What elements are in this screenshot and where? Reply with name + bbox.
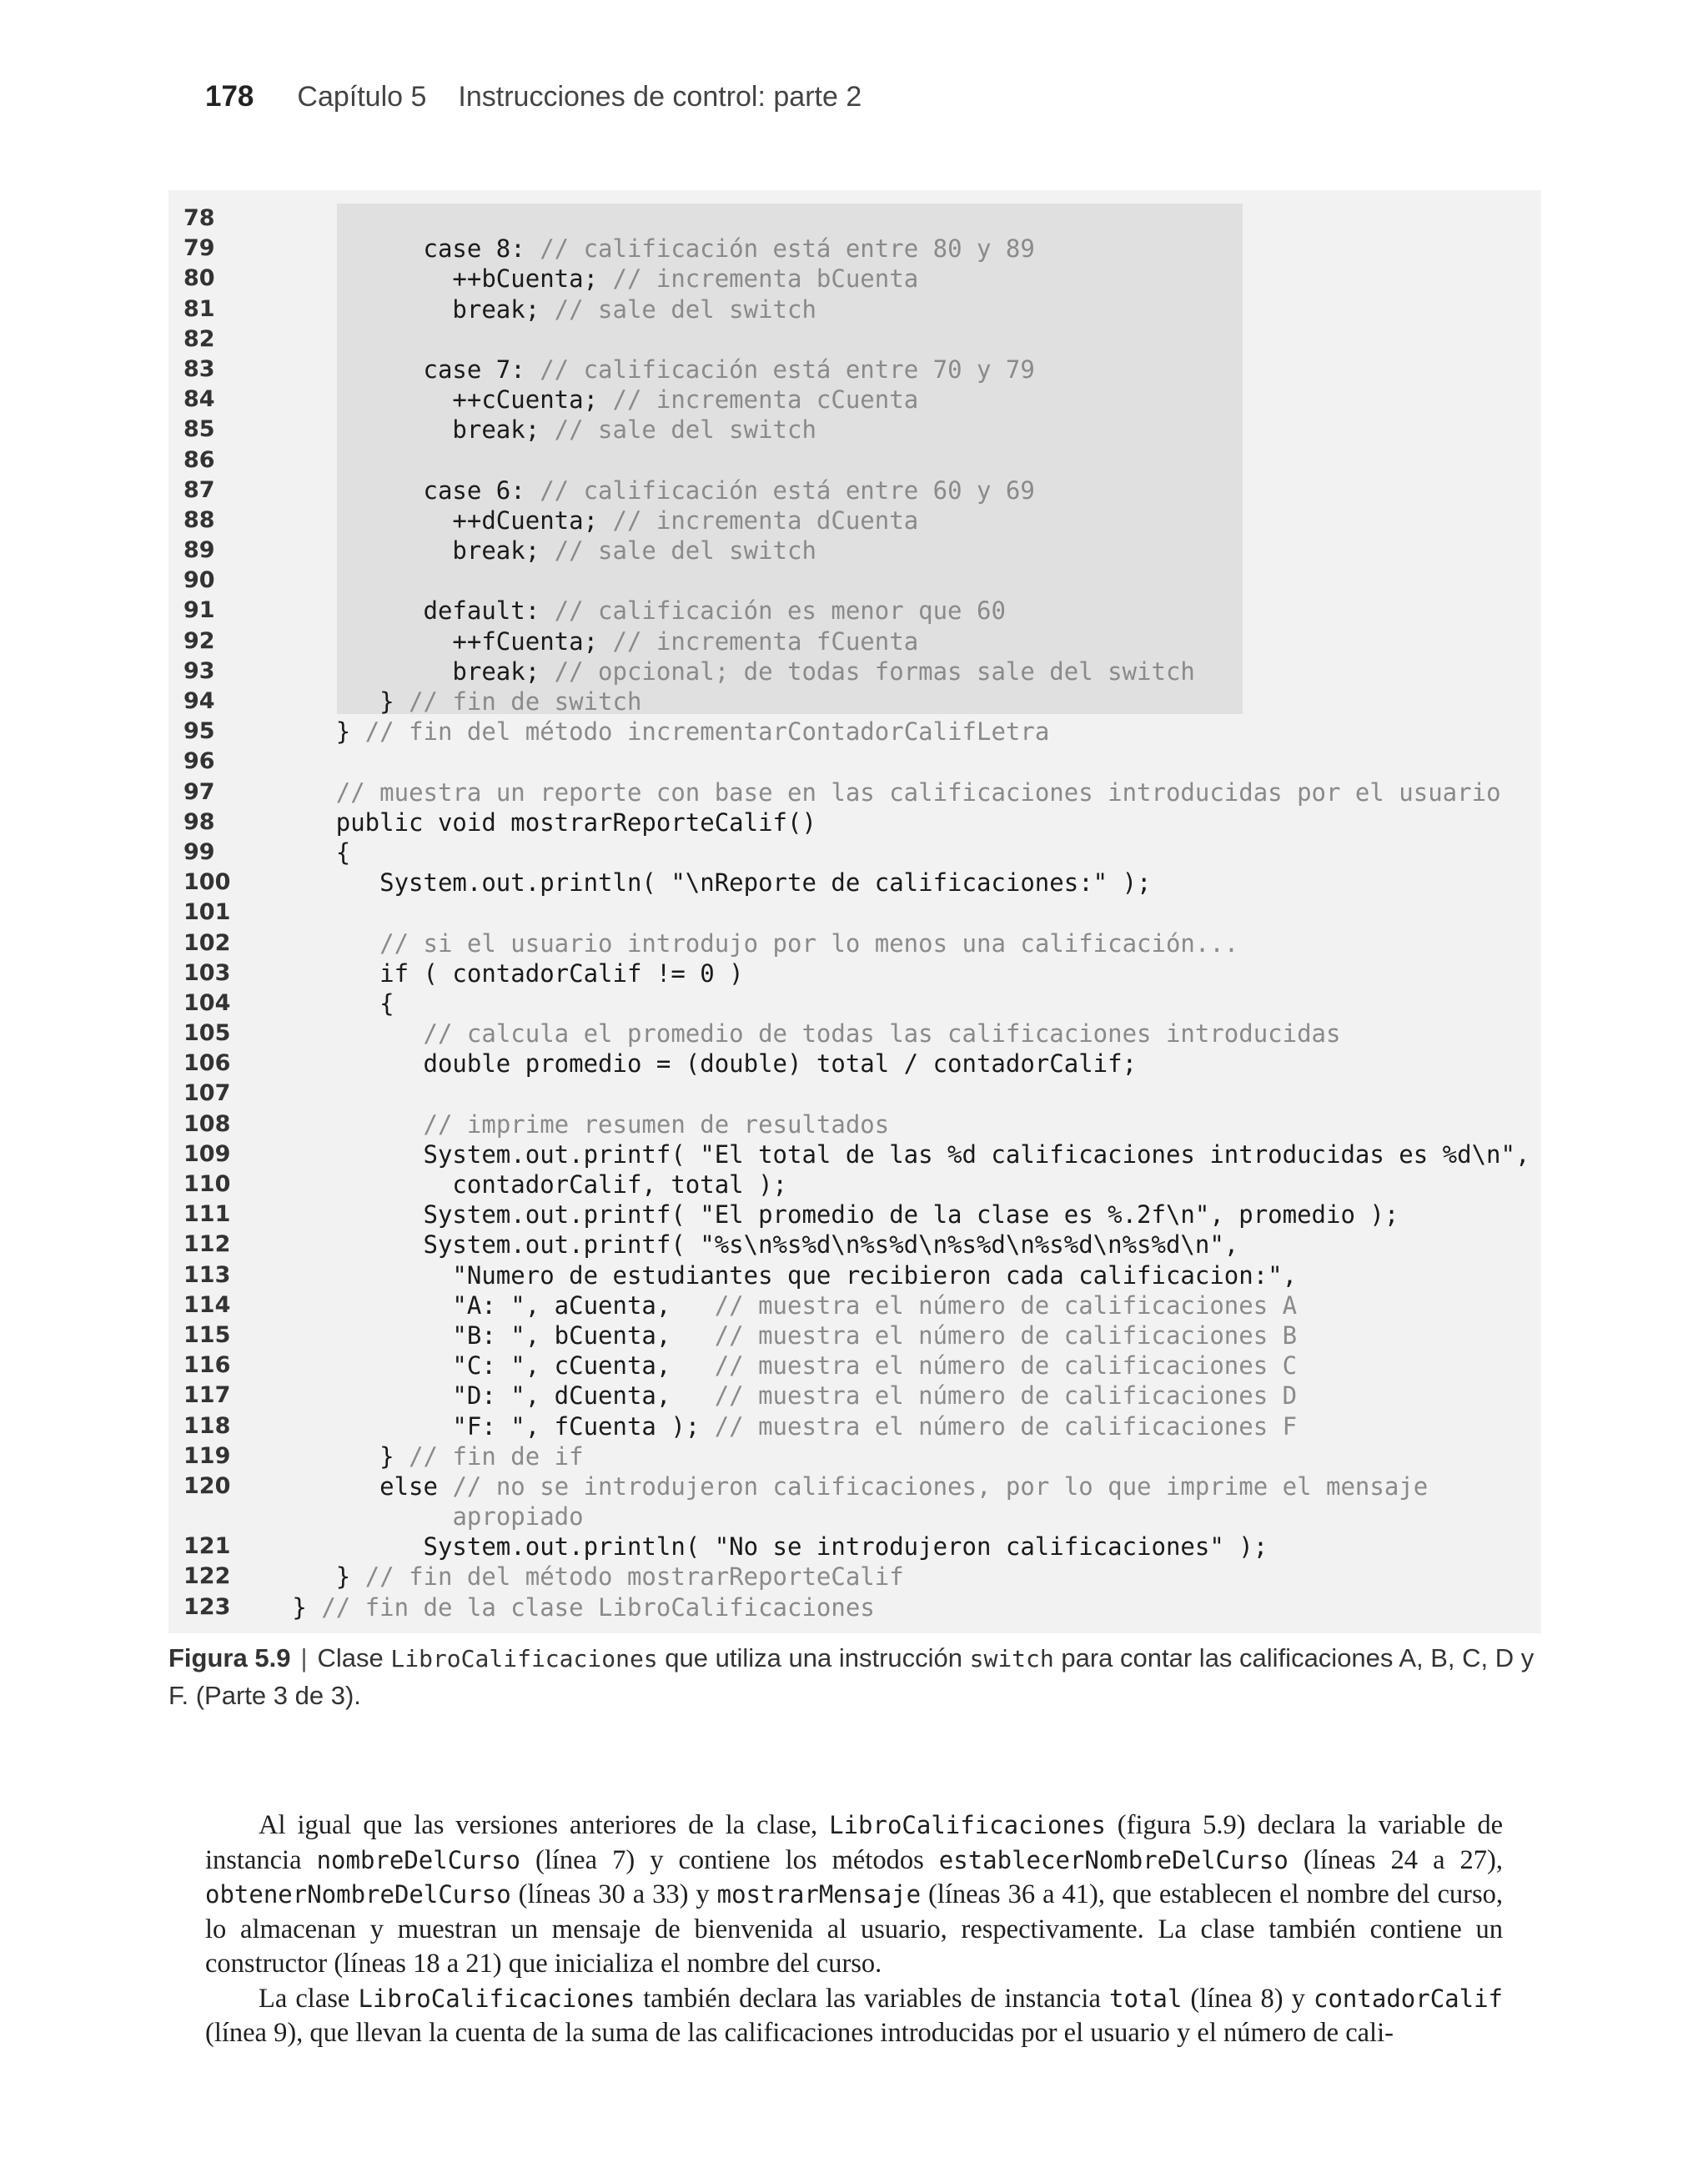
code-text — [249, 1230, 1238, 1260]
code-text — [249, 988, 394, 1019]
code-comment: // muestra el número de calificaciones B — [714, 1320, 1298, 1350]
line-number: 111 — [183, 1201, 231, 1228]
code-ref: LibroCalificaciones — [358, 1984, 635, 2013]
line-number: 103 — [183, 959, 231, 986]
code-statement: case 8: — [249, 234, 540, 264]
code-statement: break; — [249, 415, 555, 445]
code-text — [249, 1562, 904, 1592]
code-text — [249, 626, 918, 656]
code-comment: // fin de switch — [409, 687, 642, 716]
line-number: 102 — [183, 929, 231, 956]
code-text — [249, 837, 350, 868]
code-text — [249, 868, 1152, 898]
code-text — [249, 687, 641, 717]
code-line — [168, 898, 1541, 928]
code-statement: ++fCuenta; — [249, 626, 613, 656]
code-statement: ++bCuenta; — [249, 264, 613, 294]
code-line — [168, 1351, 1541, 1381]
code-line — [168, 1139, 1541, 1169]
line-number: 82 — [183, 325, 215, 352]
line-number: 108 — [183, 1110, 231, 1137]
line-number: 98 — [183, 808, 215, 835]
code-line — [168, 928, 1541, 958]
code-text — [249, 475, 1035, 506]
line-number: 79 — [183, 235, 215, 262]
code-text — [249, 1049, 1137, 1079]
code-comment: apropiado — [452, 1502, 584, 1532]
code-statement: else — [249, 1471, 453, 1501]
line-number: 104 — [183, 989, 231, 1016]
code-statement — [249, 929, 379, 958]
code-text — [249, 1532, 1268, 1562]
code-text — [249, 1411, 1297, 1441]
code-comment: // muestra un reporte con base en las calificaciones introducidas por el usuario — [335, 777, 1501, 807]
code-comment: // si el usuario introdujo por lo menos una calificación... — [379, 928, 1239, 958]
line-number: 83 — [183, 355, 215, 382]
line-number: 93 — [183, 657, 215, 684]
code-line — [168, 1079, 1541, 1109]
code-line — [168, 324, 1541, 355]
code-text — [249, 1381, 1297, 1411]
code-comment: // incrementa fCuenta — [612, 626, 919, 656]
code-comment: // calificación está entre 80 y 89 — [540, 234, 1035, 264]
code-comment: // calcula el promedio de todas las calificaciones introducidas — [423, 1019, 1341, 1049]
line-number: 106 — [183, 1050, 231, 1077]
code-statement: case 7: — [249, 355, 540, 384]
code-statement: public void mostrarReporteCalif() — [249, 807, 816, 837]
code-line — [168, 1019, 1541, 1049]
code-comment: // muestra el número de calificaciones F — [714, 1411, 1298, 1441]
line-number: 97 — [183, 778, 215, 805]
body-text — [205, 1808, 1503, 2051]
code-text — [249, 415, 816, 445]
code-statement: "D: ", dCuenta, — [249, 1381, 715, 1411]
code-line — [168, 837, 1541, 868]
code-statement: ++dCuenta; — [249, 506, 613, 535]
line-number: 105 — [183, 1020, 231, 1047]
code-line — [168, 1441, 1541, 1471]
code-comment: // incrementa dCuenta — [612, 506, 919, 535]
code-statement — [249, 1110, 424, 1139]
line-number: 80 — [183, 265, 215, 292]
code-statement: System.out.println( "\nReporte de calificaciones:" ); — [249, 868, 1152, 898]
line-number: 110 — [183, 1171, 231, 1197]
line-number: 85 — [183, 416, 215, 443]
code-line — [168, 687, 1541, 717]
caption-keyword: switch — [969, 1645, 1054, 1672]
line-number: 92 — [183, 627, 215, 654]
code-text — [249, 1501, 584, 1532]
code-line — [168, 294, 1541, 324]
code-line — [168, 1532, 1541, 1562]
line-number: 78 — [183, 205, 215, 231]
line-number: 81 — [183, 295, 215, 322]
code-line — [168, 1471, 1541, 1501]
paragraph-1: Al igual que las versiones anteriores de la clase, LibroCalificaciones (figura 5.9) declara la variable de instancia nombreDelCurso (línea 7) y contiene los métodos establecerNombreDelCurso (líneas 24 a 27), obtenerNombreDelCurso (líneas 30 a 33) y mostrarMensaje (líneas 36 a 41), que establecen el nombre del curso, lo almacenan y muestran un mensaje de bienvenida al usuario, respectivamente. La clase también contiene un constructor (líneas 18 a 21) que inicializa el nombre del curso. — [205, 1810, 1504, 1979]
code-statement: contadorCalif, total ); — [249, 1170, 788, 1199]
code-statement: } — [249, 1441, 409, 1471]
code-line — [168, 868, 1541, 898]
code-comment: // no se introdujeron calificaciones, por lo que imprime el mensaje — [452, 1471, 1429, 1501]
code-statement: double promedio = (double) total / contadorCalif; — [249, 1049, 1138, 1079]
code-comment: // fin del método incrementarContadorCalifLetra — [364, 717, 1050, 747]
code-statement: { — [249, 988, 394, 1018]
code-text — [249, 1592, 875, 1622]
code-line — [168, 385, 1541, 415]
line-number: 96 — [183, 748, 215, 775]
code-comment: // calificación está entre 70 y 79 — [540, 355, 1035, 384]
code-line — [168, 1411, 1541, 1441]
caption-class-name: LibroCalificaciones — [390, 1645, 658, 1672]
code-ref: nombreDelCurso — [316, 1845, 520, 1874]
code-line — [168, 1290, 1541, 1320]
code-line — [168, 204, 1541, 234]
code-comment: // sale del switch — [554, 415, 816, 445]
code-line — [168, 1049, 1541, 1079]
code-ref: mostrarMensaje — [716, 1880, 922, 1909]
code-text — [249, 1290, 1297, 1320]
code-statement: } — [249, 1562, 365, 1592]
code-statement: } — [249, 687, 409, 716]
code-comment: // incrementa bCuenta — [612, 264, 919, 294]
page-number: 178 — [205, 80, 254, 113]
code-line — [168, 596, 1541, 626]
code-line — [168, 445, 1541, 475]
line-number: 95 — [183, 718, 215, 745]
line-number: 88 — [183, 506, 215, 533]
code-statement: "Numero de estudiantes que recibieron cada calificacion:", — [249, 1260, 1298, 1290]
line-number: 89 — [183, 537, 215, 564]
code-ref: LibroCalificaciones — [829, 1811, 1106, 1839]
line-number: 99 — [183, 838, 215, 865]
code-statement: "B: ", bCuenta, — [249, 1320, 715, 1350]
code-line — [168, 415, 1541, 445]
code-statement — [249, 778, 336, 807]
code-statement: break; — [249, 656, 555, 686]
code-line — [168, 536, 1541, 566]
code-line — [168, 656, 1541, 687]
code-text — [249, 536, 816, 566]
line-number: 117 — [183, 1382, 231, 1409]
code-text — [249, 1019, 1340, 1049]
code-statement: break; — [249, 294, 555, 324]
code-ref: obtenerNombreDelCurso — [205, 1880, 511, 1909]
code-line — [168, 1320, 1541, 1351]
code-line — [168, 1592, 1541, 1622]
code-text — [249, 264, 918, 294]
code-line — [168, 566, 1541, 596]
code-ref: contadorCalif — [1314, 1984, 1503, 2013]
code-statement: "F: ", fCuenta ); — [249, 1411, 715, 1441]
code-statement: "A: ", aCuenta, — [249, 1290, 715, 1320]
caption-text: Clase — [317, 1643, 391, 1672]
line-number: 87 — [183, 476, 215, 503]
code-line — [168, 506, 1541, 536]
code-text — [249, 234, 1035, 264]
code-statement: } — [249, 1592, 322, 1622]
code-comment: // muestra el número de calificaciones A — [714, 1290, 1298, 1320]
code-line — [168, 1230, 1541, 1260]
code-comment: // fin de la clase LibroCalificaciones — [321, 1592, 875, 1622]
code-line — [168, 234, 1541, 264]
code-statement: if ( contadorCalif != 0 ) — [249, 958, 744, 988]
line-number: 90 — [183, 567, 215, 594]
code-listing — [168, 204, 1541, 1622]
code-statement — [249, 1019, 424, 1048]
code-ref: establecerNombreDelCurso — [938, 1845, 1289, 1874]
code-text — [249, 596, 1006, 626]
code-comment: // incrementa cCuenta — [612, 385, 919, 415]
code-statement: } — [249, 717, 365, 747]
code-line — [168, 747, 1541, 777]
code-line — [168, 355, 1541, 385]
line-number: 109 — [183, 1140, 231, 1167]
line-number: 122 — [183, 1563, 231, 1590]
line-number: 113 — [183, 1261, 231, 1288]
code-text — [249, 1441, 584, 1471]
code-text — [249, 1200, 1399, 1230]
line-number: 100 — [183, 869, 231, 896]
caption-separator: | — [300, 1643, 308, 1672]
code-statement: "C: ", cCuenta, — [249, 1351, 715, 1381]
line-number: 101 — [183, 899, 231, 926]
paragraph-2: La clase LibroCalificaciones también declara las variables de instancia total (línea 8) y contadorCalif (línea 9), que llevan la cuenta de la suma de las calificaciones introducidas por el usuario y el número de cali- — [205, 1983, 1503, 2048]
running-header — [205, 80, 862, 120]
code-comment: // sale del switch — [554, 536, 816, 566]
code-text — [249, 717, 1049, 747]
code-text — [249, 807, 816, 837]
code-comment: // calificación está entre 60 y 69 — [540, 475, 1035, 505]
code-text — [249, 958, 744, 988]
chapter-title: Instrucciones de control: parte 2 — [458, 81, 862, 113]
code-text — [249, 656, 1195, 687]
code-line — [168, 777, 1541, 807]
code-text — [249, 1139, 1530, 1169]
code-line — [168, 1169, 1541, 1200]
code-comment: // muestra el número de calificaciones D — [714, 1381, 1298, 1411]
code-line — [168, 1501, 1541, 1532]
line-number: 91 — [183, 597, 215, 624]
code-comment: // imprime resumen de resultados — [423, 1109, 890, 1139]
caption-text: que utiliza una instrucción — [657, 1643, 970, 1672]
code-comment: // fin del método mostrarReporteCalif — [364, 1562, 904, 1592]
code-line — [168, 1200, 1541, 1230]
line-number: 107 — [183, 1080, 231, 1107]
code-statement: System.out.println( "No se introdujeron calificaciones" ); — [249, 1532, 1268, 1562]
code-comment: // opcional; de todas formas sale del switch — [554, 656, 1195, 686]
code-statement: System.out.printf( "El total de las %d calificaciones introducidas es %d\n", — [249, 1139, 1530, 1169]
code-statement: default: — [249, 596, 555, 626]
line-number: 119 — [183, 1442, 231, 1469]
code-comment: // calificación es menor que 60 — [554, 596, 1006, 626]
line-number: 115 — [183, 1321, 231, 1348]
code-statement: System.out.printf( "El promedio de la clase es %.2f\n", promedio ); — [249, 1200, 1399, 1230]
caption-text: para contar las calificaciones A, B, C, D y F. (Parte 3 de 3). — [168, 1643, 1535, 1710]
code-statement: { — [249, 837, 351, 867]
code-text — [249, 385, 918, 415]
code-text — [249, 777, 1501, 807]
code-statement: System.out.printf( "%s\n%s%d\n%s%d\n%s%d\n%s%d\n%s%d\n", — [249, 1230, 1239, 1260]
code-line — [168, 1109, 1541, 1139]
code-text — [249, 928, 1238, 958]
code-line — [168, 626, 1541, 656]
figure-caption — [168, 1640, 1545, 1714]
code-statement: ++cCuenta; — [249, 385, 613, 415]
code-statement — [249, 1502, 452, 1531]
code-text — [249, 1351, 1297, 1381]
line-number: 123 — [183, 1593, 231, 1620]
code-comment: // fin de if — [409, 1441, 584, 1471]
code-line — [168, 1260, 1541, 1290]
code-statement: break; — [249, 536, 555, 566]
code-text — [249, 1109, 889, 1139]
line-number: 120 — [183, 1472, 231, 1499]
code-line — [168, 988, 1541, 1019]
code-line — [168, 1381, 1541, 1411]
code-statement: case 6: — [249, 475, 540, 505]
code-text — [249, 1320, 1297, 1351]
line-number: 84 — [183, 386, 215, 413]
code-text — [249, 1471, 1428, 1501]
line-number: 94 — [183, 688, 215, 714]
code-text — [249, 294, 816, 324]
code-line — [168, 717, 1541, 747]
line-number: 86 — [183, 446, 215, 473]
code-text — [249, 1260, 1297, 1290]
line-number: 112 — [183, 1231, 231, 1258]
code-line — [168, 958, 1541, 988]
code-line — [168, 264, 1541, 294]
chapter-label: Capítulo 5 — [297, 81, 427, 113]
code-comment: // muestra el número de calificaciones C — [714, 1351, 1298, 1381]
code-text — [249, 1169, 787, 1200]
line-number: 121 — [183, 1533, 231, 1560]
code-comment: // sale del switch — [554, 294, 816, 324]
code-text — [249, 355, 1035, 385]
code-ref: total — [1108, 1984, 1183, 2013]
code-line — [168, 1562, 1541, 1592]
figure-label: Figura 5.9 — [168, 1643, 291, 1672]
code-text — [249, 506, 918, 536]
line-number: 116 — [183, 1352, 231, 1379]
code-line — [168, 807, 1541, 837]
line-number: 118 — [183, 1412, 231, 1439]
line-number: 114 — [183, 1291, 231, 1318]
code-line — [168, 475, 1541, 506]
